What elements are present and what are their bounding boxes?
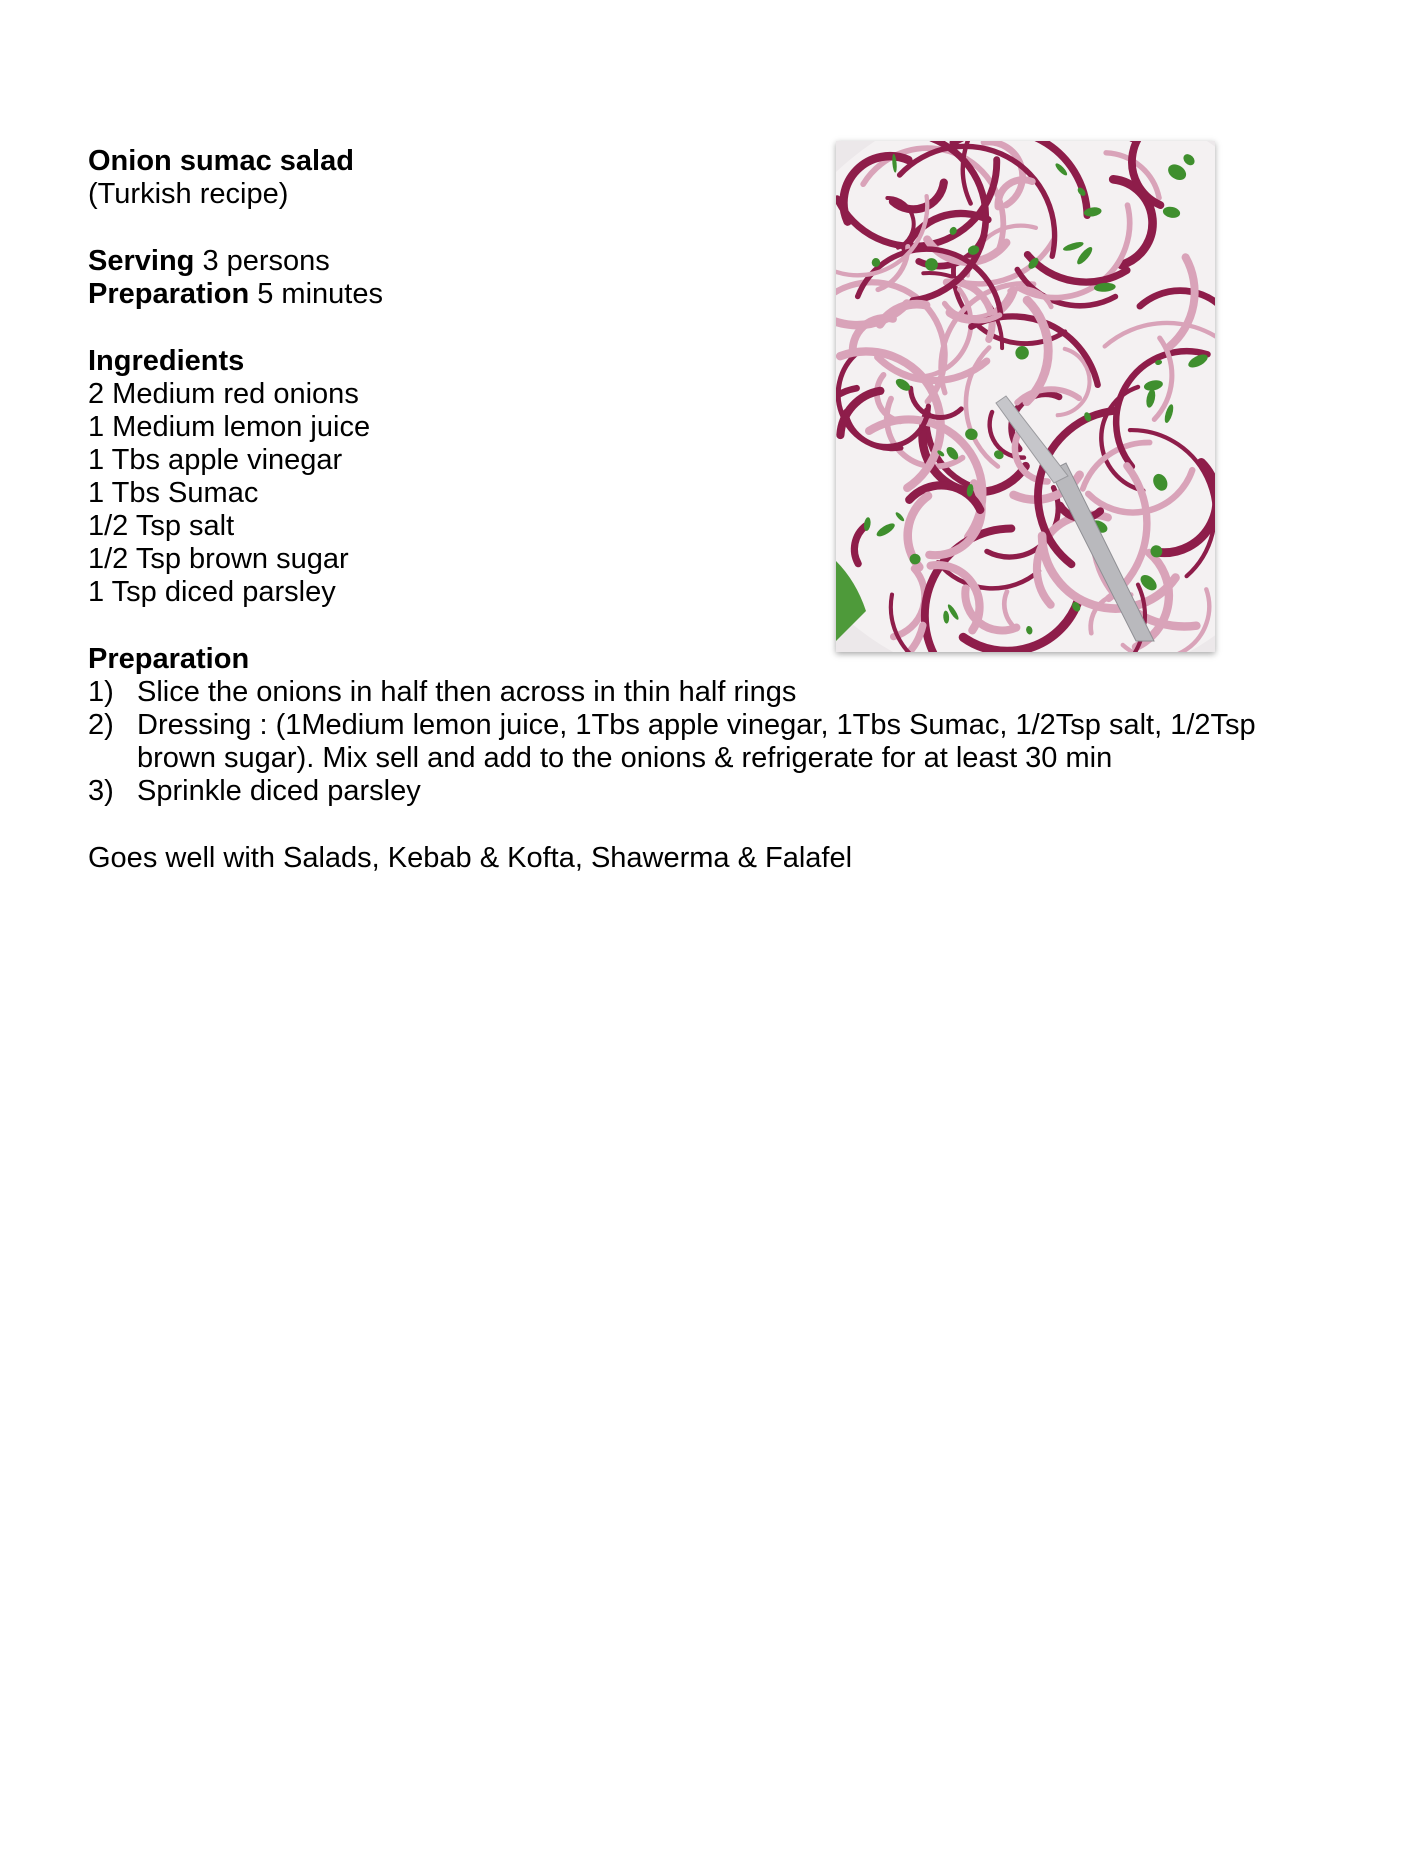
step-item (88, 775, 1338, 808)
step-number: 1) (88, 676, 114, 708)
ingredient-item: 2 Medium red onions (88, 378, 359, 410)
steps-list (88, 676, 1338, 808)
step-item (88, 676, 1338, 709)
ingredient-item: 1 Tbs Sumac (88, 477, 259, 509)
ingredients-heading: Ingredients (88, 345, 245, 377)
step-item (88, 709, 1338, 775)
step-number: 2) (88, 709, 114, 741)
serving-value: 3 persons (202, 245, 330, 277)
step-text: Sprinkle diced parsley (137, 775, 421, 807)
serving-label: Serving (88, 245, 195, 277)
prep-time-value: 5 minutes (257, 278, 383, 310)
ingredient-item: 1/2 Tsp brown sugar (88, 543, 349, 575)
ingredient-item: 1/2 Tsp salt (88, 510, 235, 542)
step-text: Dressing : (1Medium lemon juice, 1Tbs apple vinegar, 1Tbs Sumac, 1/2Tsp salt, 1/2Tsp brown sugar). Mix sell and add to the onions & refrigerate for at least 30 min (137, 709, 1256, 774)
ingredient-item: 1 Medium lemon juice (88, 411, 371, 443)
pairing-note: Goes well with Salads, Kebab & Kofta, Shawerma & Falafel (88, 842, 853, 874)
ingredient-item: 1 Tsp diced parsley (88, 576, 336, 608)
ingredient-item: 1 Tbs apple vinegar (88, 444, 343, 476)
onion-salad-photo (836, 141, 1215, 652)
onion-salad-illustration (836, 141, 1215, 652)
prep-time-label: Preparation (88, 278, 250, 310)
step-text: Slice the onions in half then across in thin half rings (137, 676, 797, 708)
recipe-title: Onion sumac salad (88, 145, 354, 177)
step-number: 3) (88, 775, 114, 807)
recipe-subtitle: (Turkish recipe) (88, 178, 289, 210)
preparation-heading: Preparation (88, 643, 250, 675)
